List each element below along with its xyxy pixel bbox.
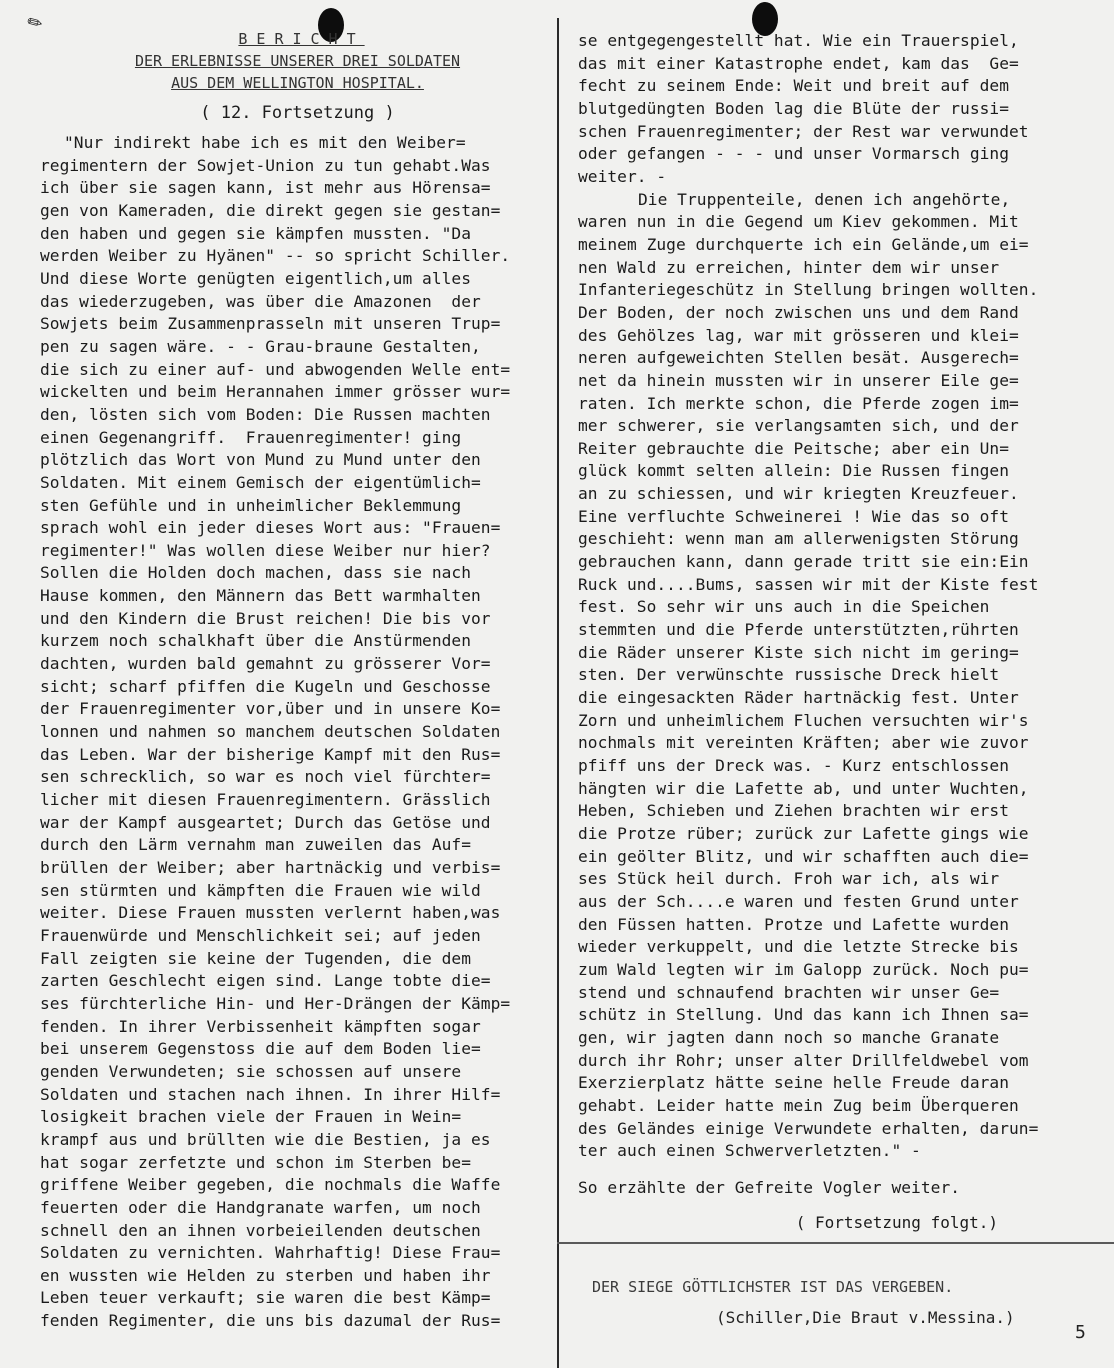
text-line: raten. Ich merkte schon, die Pferde zogen im= — [578, 393, 1019, 413]
right-body-text-2 — [578, 189, 1108, 1163]
text-line: war der Kampf ausgeartet; Durch das Getöse und — [40, 812, 491, 832]
text-line: kurzem noch schalkhaft über die Anstürmenden — [40, 631, 472, 651]
text-line: Soldaten. Mit einem Gemisch der eigentümlich= — [40, 472, 481, 492]
text-line: "Nur indirekt habe ich es mit den Weiber= — [64, 133, 466, 152]
corner-mark-icon: ✎ — [22, 8, 47, 37]
text-line: schnell den an ihnen vorbeieilenden deutschen — [40, 1220, 481, 1240]
text-line: gehabt. Leider hatte mein Zug beim Überqueren — [578, 1095, 1019, 1115]
text-line: Soldaten zu vernichten. Wahrhaftig! Diese Frau= — [40, 1243, 501, 1263]
report-subtitle-1: DER ERLEBNISSE UNSERER DREI SOLDATEN — [134, 52, 461, 70]
text-line: blutgedüngten Boden lag die Blüte der russi= — [578, 98, 1010, 118]
text-line: ich über sie sagen kann, ist mehr aus Hörensa= — [40, 178, 491, 198]
footer-quote-source: (Schiller,Die Braut v.Messina.) — [716, 1308, 1015, 1327]
text-line: ter auch einen Schwerverletzten." - — [578, 1141, 921, 1161]
text-line: geschieht: wenn man am allerwenigsten Störung — [578, 529, 1019, 549]
text-line: fecht zu seinem Ende: Weit und breit auf dem — [578, 76, 1010, 96]
text-line: zum Wald legten wir im Galopp zurück. Noch pu= — [578, 959, 1029, 979]
text-line: schütz in Stellung. Und das kann ich Ihnen sa= — [578, 1005, 1029, 1025]
text-line: lonnen und nahmen so manchem deutschen Soldaten — [40, 722, 501, 742]
text-line: sprach wohl ein jeder dieses Wort aus: "Frauen= — [40, 518, 501, 538]
text-line: an zu schiessen, und wir kriegten Kreuzfeuer. — [578, 484, 1019, 504]
text-line: fenden Regimenter, die uns bis dazumal der Rus= — [40, 1311, 501, 1331]
text-line: brüllen der Weiber; aber hartnäckig und verbis= — [40, 858, 501, 877]
text-line: stend und schnaufend brachten wir unser Ge= — [578, 982, 1000, 1002]
text-line: Reiter gebrauchte die Peitsche; aber ein Un= — [578, 438, 1010, 458]
column-divider — [557, 18, 559, 1368]
text-line: sen schrecklich, so war es noch viel fürchter= — [40, 767, 491, 787]
text-line: Die Truppenteile, denen ich angehörte, — [638, 189, 1011, 209]
text-line: fenden. In ihrer Verbissenheit kämpften sogar — [40, 1016, 481, 1036]
text-line: gen, wir jagten dann noch so manche Granate — [578, 1027, 1000, 1047]
text-line: Frauenwürde und Menschlichkeit sei; auf jeden — [40, 925, 481, 945]
text-line: Zorn und unheimlichem Fluchen versuchten wir's — [578, 710, 1029, 730]
text-line: sten. Der verwünschte russische Dreck hielt — [578, 665, 1000, 685]
report-subtitle-2: AUS DEM WELLINGTON HOSPITAL. — [171, 74, 424, 92]
text-line: meinem Zuge durchquerte ich ein Gelände,um ei= — [578, 234, 1029, 254]
text-line: durch den Lärm vernahm man zuweilen das Auf= — [40, 835, 472, 855]
text-line: Sollen die Holden doch machen, dass sie nach — [40, 563, 472, 583]
left-column — [40, 28, 555, 1333]
text-line: zarten Geschlecht eigen sind. Lange tobte die= — [40, 971, 491, 991]
text-line: die eingesackten Räder hartnäckig fest. Unter — [578, 688, 1019, 708]
text-line: krampf aus und brüllten wie die Bestien, ja es — [40, 1129, 491, 1149]
text-line: Sowjets beim Zusammenprasseln mit unseren Trup= — [40, 314, 501, 334]
text-line: weiter. - — [578, 166, 667, 186]
text-line: ein geölter Blitz, und wir schafften auch die= — [578, 846, 1029, 866]
text-line: nochmals mit vereinten Kräften; aber wie zuvor — [578, 733, 1029, 753]
text-line: feuerten oder die Handgranate warfen, um noch — [40, 1197, 481, 1217]
text-line: mer schwerer, sie verlangsamten sich, und der — [578, 416, 1019, 436]
text-line: werden Weiber zu Hyänen" -- so spricht Schiller. — [40, 246, 511, 266]
text-line: se entgegengestellt hat. Wie ein Trauerspiel, — [578, 31, 1019, 50]
text-line: Soldaten und stachen nach ihnen. In ihrer Hilf= — [40, 1084, 501, 1104]
text-line: sten Gefühle und in unheimlicher Beklemmung — [40, 495, 462, 515]
text-line: einen Gegenangriff. Frauenregimenter! ging — [40, 427, 462, 447]
text-line: weiter. Diese Frauen mussten verlernt haben,was — [40, 903, 501, 923]
text-line: Ruck und....Bums, sassen wir mit der Kiste fest — [578, 574, 1039, 594]
text-line: griffene Weiber gegeben, die nochmals die Waffe — [40, 1175, 501, 1195]
text-line: der Frauenregimenter vor,über und in unsere Ko= — [40, 699, 501, 719]
text-line: die Räder unserer Kiste sich nicht im gering= — [578, 642, 1019, 662]
text-line: und den Kindern die Brust reichen! Die bis vor — [40, 608, 491, 628]
footer-quote: DER SIEGE GÖTTLICHSTER IST DAS VERGEBEN. — [592, 1278, 954, 1296]
left-body-text — [40, 132, 555, 1333]
text-line: gen von Kameraden, die direkt gegen sie gestan= — [40, 200, 501, 220]
text-line: sicht; scharf pfiffen die Kugeln und Geschosse — [40, 676, 491, 696]
text-line: den haben und gegen sie kämpfen mussten. "Da — [40, 223, 472, 243]
footer-divider — [557, 1242, 1114, 1244]
text-line: Und diese Worte genügten eigentlich,um alles — [40, 268, 472, 288]
text-line: das Leben. War der bisherige Kampf mit den Rus= — [40, 744, 501, 764]
text-line: die sich zu einer auf- und abwogenden Welle ent= — [40, 359, 511, 379]
text-line: Hause kommen, den Männern das Bett warmhalten — [40, 586, 481, 606]
text-line: wickelten und beim Herannahen immer grösser wur= — [40, 382, 511, 402]
text-line: stemmten und die Pferde unterstützten,rührten — [578, 620, 1019, 640]
text-line: die Protze rüber; zurück zur Lafette gings wie — [578, 823, 1029, 843]
text-line: regimenter!" Was wollen diese Weiber nur hier? — [40, 540, 491, 560]
text-line: genden Verwundeten; sie schossen auf unsere — [40, 1061, 462, 1081]
text-line: net da hinein mussten wir in unserer Eile ge= — [578, 370, 1019, 390]
text-line: das mit einer Katastrophe endet, kam das Ge= — [578, 53, 1019, 73]
text-line: Heben, Schieben und Ziehen brachten wir erst — [578, 801, 1010, 821]
text-line: den Füssen hatten. Protze und Lafette wurden — [578, 914, 1010, 934]
text-line: den, lösten sich vom Boden: Die Russen machten — [40, 404, 491, 424]
closing-line: So erzählte der Gefreite Vogler weiter. — [578, 1177, 961, 1197]
text-line: hängten wir die Lafette ab, und unter Wuchten, — [578, 778, 1029, 798]
text-line: regimentern der Sowjet-Union zu tun gehabt.Was — [40, 155, 491, 175]
text-line: pen zu sagen wäre. - - Grau-braune Gestalten, — [40, 336, 481, 356]
text-line: sen stürmten und kämpften die Frauen wie wild — [40, 880, 481, 900]
text-line: licher mit diesen Frauenregimentern. Grässlich — [40, 790, 491, 810]
continuation-note: ( Fortsetzung folgt.) — [795, 1213, 998, 1233]
text-line: Exerzierplatz hätte seine helle Freude daran — [578, 1073, 1010, 1093]
text-line: fest. So sehr wir uns auch in die Speichen — [578, 597, 990, 617]
text-line: des Gehölzes lag, war mit grösseren und klei= — [578, 325, 1019, 345]
right-body-text-1 — [578, 30, 1108, 189]
text-line: ses fürchterliche Hin- und Her-Drängen der Kämp= — [40, 993, 511, 1013]
text-line: hat sogar zerfetzte und schon im Sterben be= — [40, 1152, 472, 1172]
report-heading — [40, 28, 555, 94]
part-number: ( 12. Fortsetzung ) — [200, 103, 395, 123]
text-line: Infanteriegeschütz in Stellung bringen wollten. — [578, 280, 1039, 300]
text-line: glück kommt selten allein: Die Russen fingen — [578, 461, 1010, 481]
text-line: neren aufgeweichten Stellen besät. Ausgerech= — [578, 348, 1019, 368]
text-line: plötzlich das Wort von Mund zu Mund unter den — [40, 450, 481, 470]
text-line: waren nun in die Gegend um Kiev gekommen. Mit — [578, 212, 1019, 232]
text-line: durch ihr Rohr; unser alter Drillfeldwebel vom — [578, 1050, 1029, 1070]
page-number: 5 — [1075, 1322, 1086, 1343]
text-line: schen Frauenregimenter; der Rest war verwundet — [578, 121, 1029, 141]
text-line: dachten, wurden bald gemahnt zu grösserer Vor= — [40, 654, 491, 674]
text-line: losigkeit brachen viele der Frauen in Wein= — [40, 1107, 462, 1127]
text-line: das wiederzugeben, was über die Amazonen der — [40, 291, 481, 311]
text-line: Leben teuer verkauft; sie waren die best Kämp= — [40, 1288, 491, 1308]
text-line: bei unserem Gegenstoss die auf dem Boden lie= — [40, 1039, 481, 1059]
text-line: Eine verfluchte Schweinerei ! Wie das so oft — [578, 506, 1010, 526]
text-line: en wussten wie Helden zu sterben und haben ihr — [40, 1265, 491, 1285]
text-line: Fall zeigten sie keine der Tugenden, die dem — [40, 948, 472, 968]
right-column — [578, 30, 1108, 1235]
report-title: BERICHT — [238, 30, 365, 48]
text-line: aus der Sch....e waren und festen Grund unter — [578, 891, 1019, 911]
text-line: oder gefangen - - - und unser Vormarsch ging — [578, 144, 1010, 164]
text-line: des Geländes einige Verwundete erhalten, darun= — [578, 1118, 1039, 1138]
text-line: gebrauchen kann, dann gerade tritt sie ein:Ein — [578, 552, 1029, 572]
text-line: ses Stück heil durch. Froh war ich, als wir — [578, 869, 1000, 889]
text-line: pfiff uns der Dreck was. - Kurz entschlossen — [578, 756, 1010, 775]
text-line: wieder verkuppelt, und die letzte Strecke bis — [578, 937, 1019, 957]
text-line: Der Boden, der noch zwischen uns und dem Rand — [578, 302, 1019, 322]
text-line: nen Wald zu erreichen, hinter dem wir unser — [578, 257, 1000, 277]
